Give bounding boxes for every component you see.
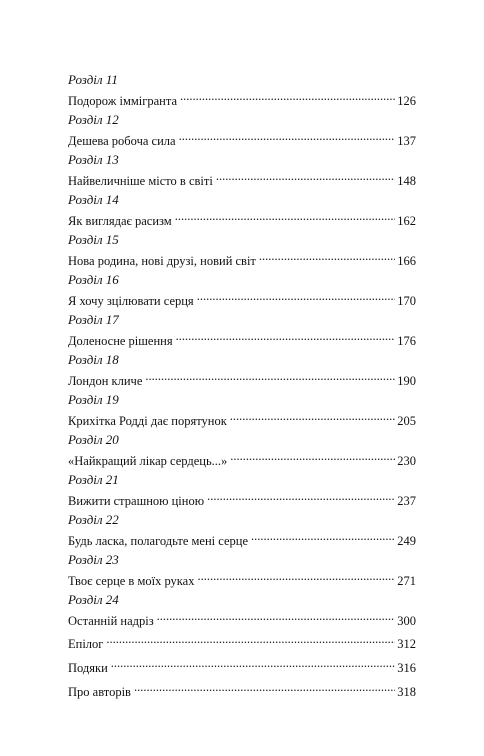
toc-row — [68, 568, 416, 588]
chapter-label: Розділ 11 — [68, 72, 118, 87]
page-number: 318 — [397, 685, 416, 699]
dot-leader — [251, 528, 395, 545]
toc-row — [68, 168, 416, 188]
toc-row — [68, 631, 416, 651]
toc-chapter-entry — [68, 471, 416, 508]
toc-row — [68, 528, 416, 548]
toc-chapter-entry — [68, 551, 416, 588]
page-number: 316 — [397, 661, 416, 675]
dot-leader — [134, 679, 395, 696]
page-number: 205 — [397, 414, 416, 428]
page-number: 300 — [397, 614, 416, 628]
toc-row — [68, 128, 416, 148]
toc-chapter-entry — [68, 231, 416, 268]
dot-leader — [207, 488, 395, 505]
section-title: Про авторів — [68, 685, 131, 699]
chapter-label: Розділ 13 — [68, 152, 119, 167]
toc-row — [68, 488, 416, 508]
dot-leader — [176, 328, 396, 345]
dot-leader — [106, 631, 395, 648]
dot-leader — [216, 168, 395, 185]
toc-extra-entry — [68, 631, 416, 651]
toc-extra-entry — [68, 679, 416, 699]
page-number: 190 — [397, 374, 416, 388]
toc-row — [68, 208, 416, 228]
dot-leader — [197, 288, 396, 305]
page-number: 312 — [397, 637, 416, 651]
toc-chapter-entry — [68, 591, 416, 628]
dot-leader — [157, 608, 396, 625]
chapter-label: Розділ 14 — [68, 192, 119, 207]
chapter-label: Розділ 24 — [68, 592, 119, 607]
chapter-title: Доленосне рішення — [68, 334, 173, 348]
chapter-label: Розділ 15 — [68, 232, 119, 247]
dot-leader — [179, 128, 396, 145]
page-number: 162 — [397, 214, 416, 228]
chapter-label: Розділ 17 — [68, 312, 119, 327]
page-number: 230 — [397, 454, 416, 468]
dot-leader — [111, 655, 395, 672]
dot-leader — [145, 368, 395, 385]
toc-chapter-entry — [68, 111, 416, 148]
page-number: 126 — [397, 94, 416, 108]
toc-row — [68, 368, 416, 388]
page-number: 170 — [397, 294, 416, 308]
toc-row — [68, 248, 416, 268]
chapter-title: Лондон кличе — [68, 374, 143, 388]
chapter-label: Розділ 20 — [68, 432, 119, 447]
chapter-label: Розділ 16 — [68, 272, 119, 287]
toc-row — [68, 679, 416, 699]
dot-leader — [180, 88, 395, 105]
toc-chapter-entry — [68, 391, 416, 428]
dot-leader — [197, 568, 395, 585]
toc-row — [68, 408, 416, 428]
dot-leader — [259, 248, 395, 265]
toc-row — [68, 288, 416, 308]
section-title: Подяки — [68, 661, 108, 675]
chapter-label: Розділ 12 — [68, 112, 119, 127]
page-number: 148 — [397, 174, 416, 188]
chapter-title: Як виглядає расизм — [68, 214, 172, 228]
section-title: Епілог — [68, 637, 104, 651]
toc-row — [68, 608, 416, 628]
toc-row — [68, 88, 416, 108]
chapter-label: Розділ 22 — [68, 512, 119, 527]
chapter-title: Вижити страшною ціною — [68, 494, 205, 508]
chapter-title: Найвеличніше місто в світі — [68, 174, 213, 188]
chapter-title: Я хочу зцілювати серця — [68, 294, 194, 308]
chapter-title: Подорож іммігранта — [68, 94, 178, 108]
chapter-title: Крихітка Родді дає порятунок — [68, 414, 227, 428]
chapter-label: Розділ 21 — [68, 472, 119, 487]
chapter-title: Будь ласка, полагодьте мені серце — [68, 534, 248, 548]
chapter-title: Твоє серце в моїх руках — [68, 574, 195, 588]
toc-chapter-entry — [68, 271, 416, 308]
page-number: 237 — [397, 494, 416, 508]
toc-chapter-entry — [68, 351, 416, 388]
dot-leader — [175, 208, 396, 225]
table-of-contents — [68, 71, 416, 703]
toc-chapter-entry — [68, 191, 416, 228]
toc-extra-entry — [68, 655, 416, 675]
toc-chapter-entry — [68, 431, 416, 468]
chapter-label: Розділ 18 — [68, 352, 119, 367]
toc-chapter-entry — [68, 71, 416, 108]
dot-leader — [230, 448, 395, 465]
dot-leader — [230, 408, 395, 425]
page-number: 249 — [397, 534, 416, 548]
chapter-title: Дешева робоча сила — [68, 134, 176, 148]
toc-row — [68, 655, 416, 675]
chapter-title: «Найкращий лікар сердець...» — [68, 454, 228, 468]
toc-row — [68, 328, 416, 348]
chapter-label: Розділ 23 — [68, 552, 119, 567]
page-number: 271 — [397, 574, 416, 588]
page-number: 176 — [397, 334, 416, 348]
toc-chapter-entry — [68, 151, 416, 188]
toc-row — [68, 448, 416, 468]
chapter-title: Нова родина, нові друзі, новий світ — [68, 254, 256, 268]
toc-chapter-entry — [68, 311, 416, 348]
page-number: 137 — [397, 134, 416, 148]
chapter-label: Розділ 19 — [68, 392, 119, 407]
chapter-title: Останній надріз — [68, 614, 154, 628]
toc-chapter-entry — [68, 511, 416, 548]
page-number: 166 — [397, 254, 416, 268]
